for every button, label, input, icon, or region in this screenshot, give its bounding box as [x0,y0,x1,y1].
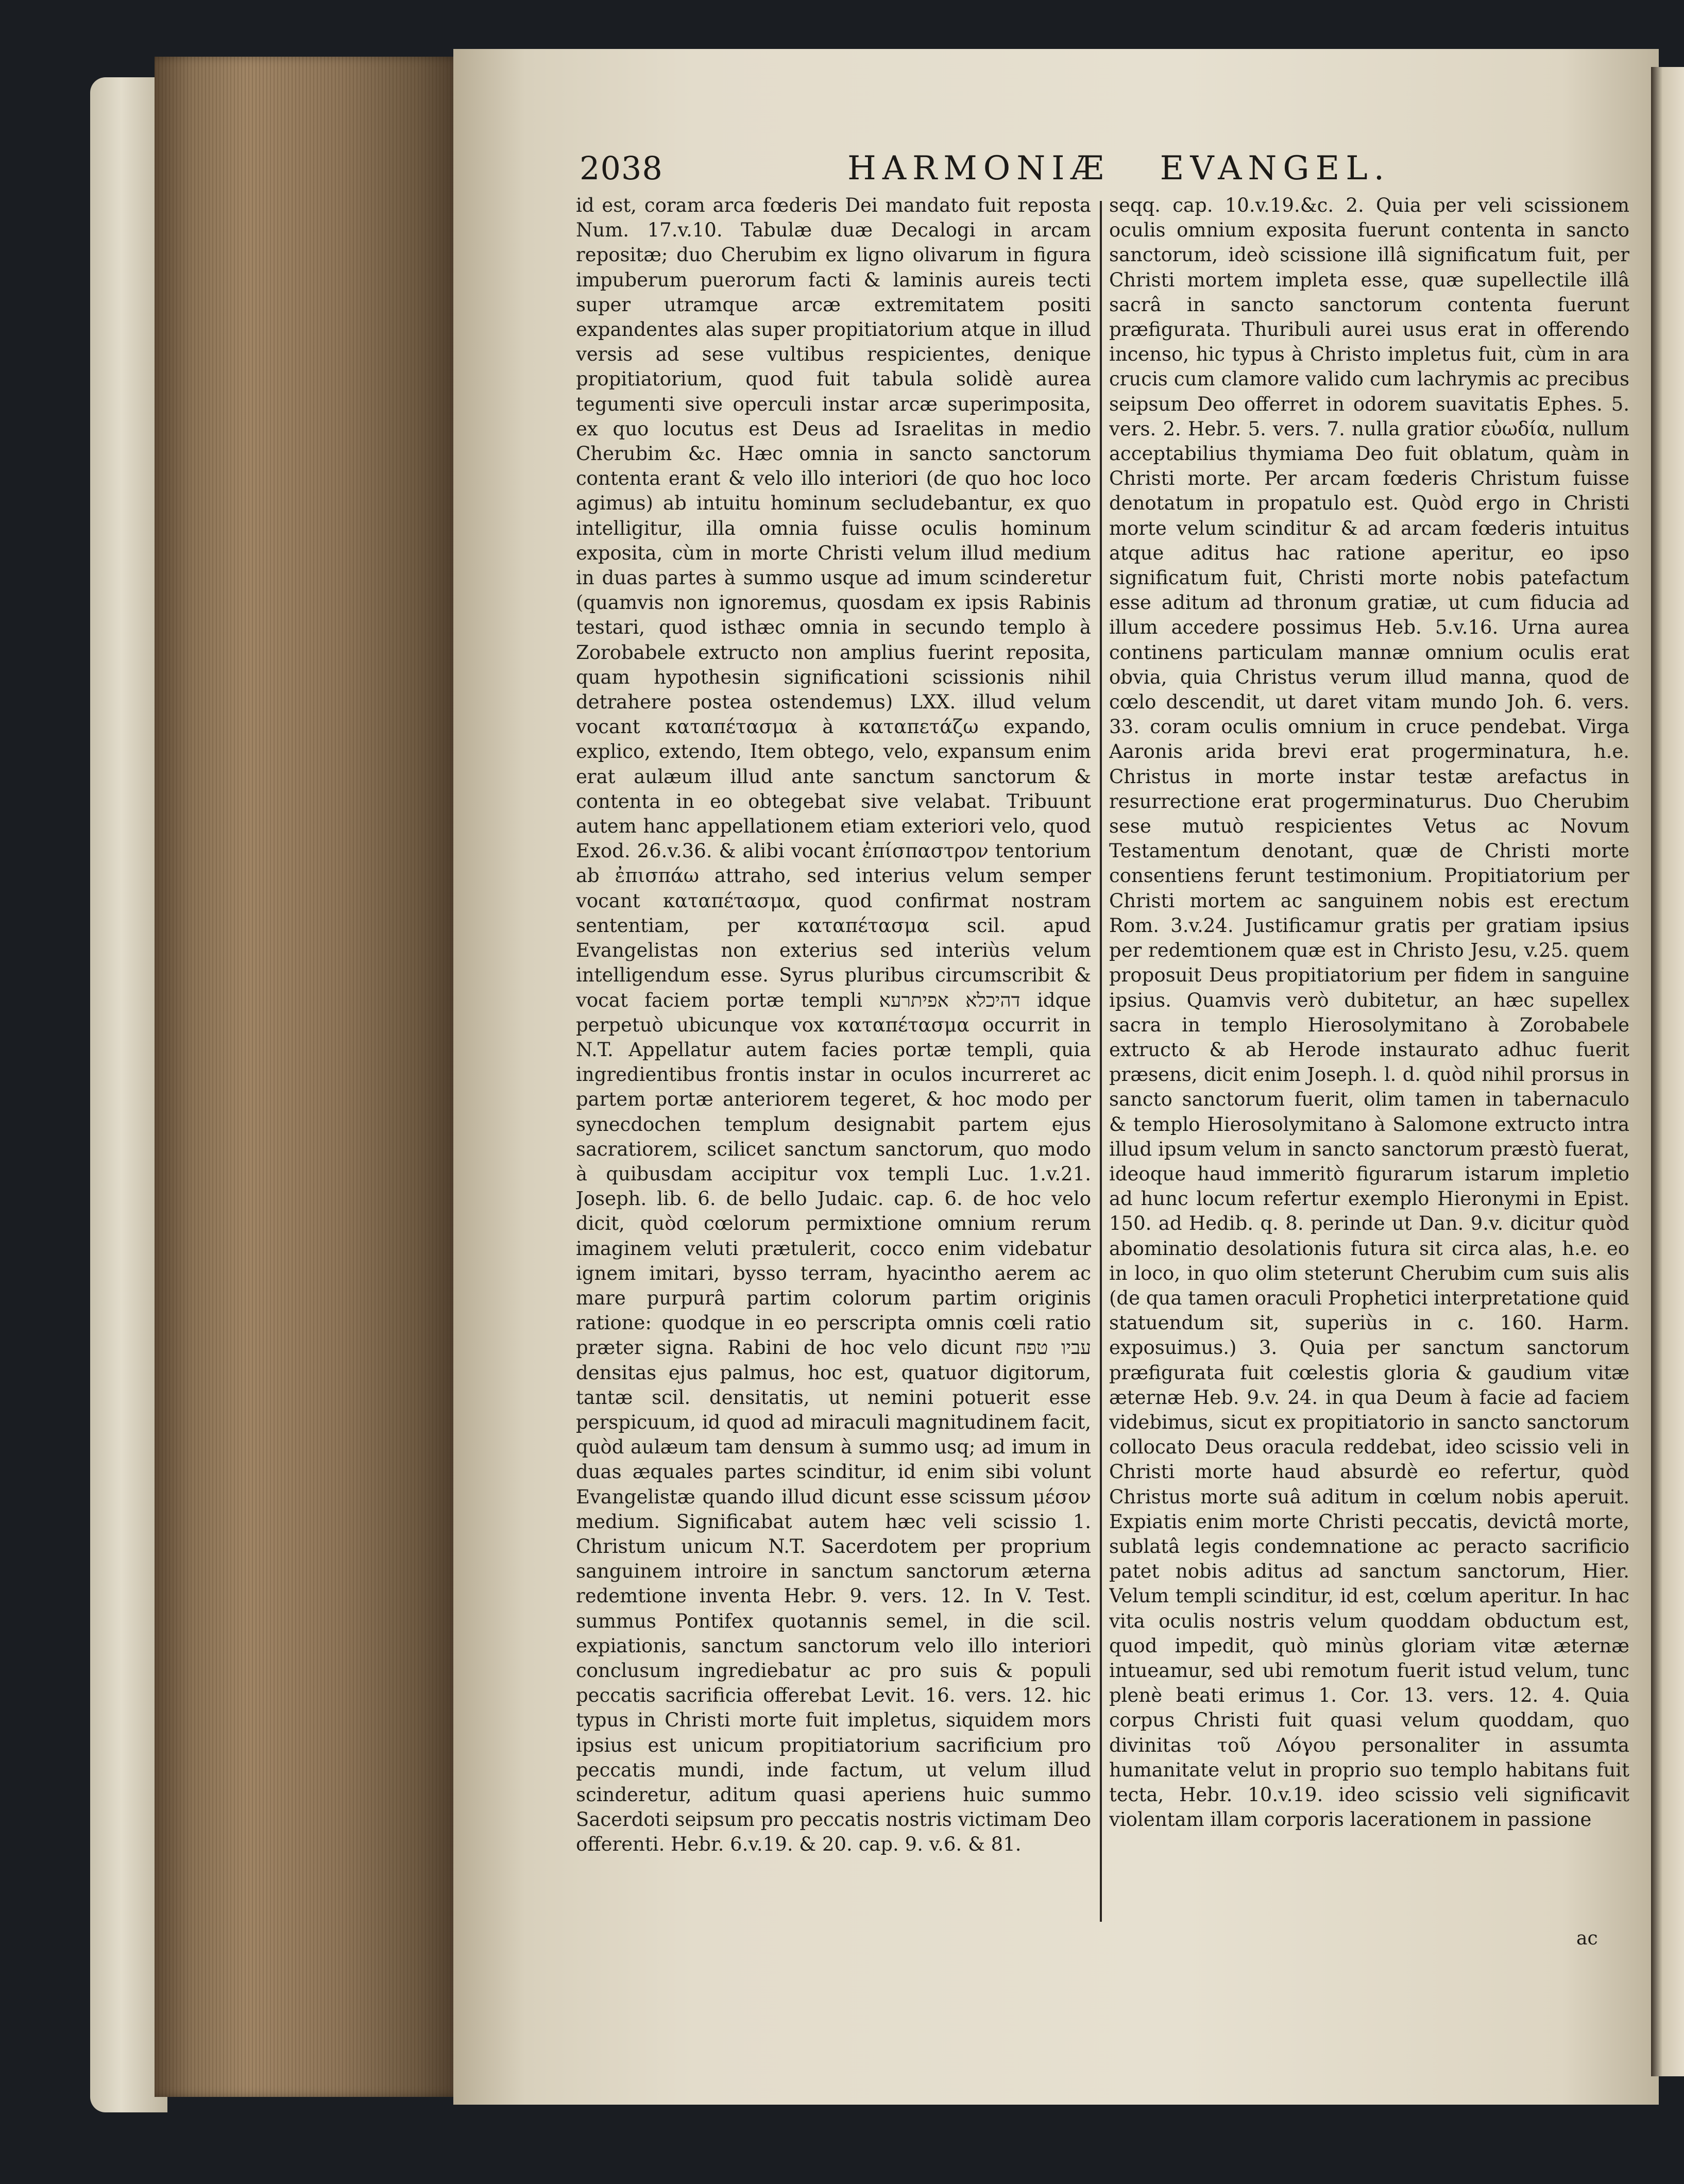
catchword: ac [1576,1928,1598,1949]
text-column-left: id est, coram arca fœderis Dei mandato fuit reposta Num. 17.v.10. Tabulæ duæ Decalogi in arcam repositæ; duo Cherubim ex ligno olivarum in figura impuberum puerorum facti & laminis aureis tecti super utramque arcæ extremitatem positi expandentes alas super propitiatorium atque in illud versis ad sese vultibus respicientes, denique propitiatorium, quod fuit tabula solidè aurea tegumenti sive operculi instar arcæ superimposita, ex quo locutus est Deus ad Israelitas in medio Cherubim &c. Hæc omnia in sancto sanctorum contenta erant & velo illo interiori (de quo hoc loco agimus) ab intuitu hominum secludebantur, ex quo intelligitur, illa omnia fuisse oculis hominum exposita, cùm in morte Christi velum illud medium in duas partes à summo usque ad imum scinderetur (quamvis non ignoremus, quosdam ex ipsis Rabinis testari, quod isthæc omnia in secundo templo à Zorobabele extructo non amplius fuerint reposita, quam hypothesin significationi scissionis nihil detrahere postea ostendemus) LXX. illud velum vocant καταπέτασμα à καταπετάζω expando, explico, extendo, Item obtego, velo, expansum enim erat aulæum illud ante sanctum sanctorum & contenta in eo obtegebat sive velabat. Tribuunt autem hanc appellationem etiam exteriori velo, quod Exod. 26.v.36. & alibi vocant ἐπίσπαστρον tentorium ab ἐπισπάω attraho, sed interius velum semper vocant καταπέτασμα, quod confirmat nostram sententiam, per καταπέτασμα scil. apud Evangelistas non exterius sed interiùs velum intelligendum esse. Syrus pluribus circumscribit & vocat faciem portæ templi דהיכלא אפיתרעא idque perpetuò ubicunque vox καταπέτασμα occurrit in N.T. Appellatur autem facies portæ templi, quia ingredientibus frontis instar in oculos incurreret ac partem portæ anteriorem tegeret, & hoc modo per synecdochen templum designabit partem ejus sacratiorem, scilicet sanctum sanctorum, quo modo à quibusdam accipitur vox templi Luc. 1.v.21. Joseph. lib. 6. de bello Judaic. cap. 6. de hoc velo dicit, quòd cœlorum permixtione omnium rerum imaginem veluti prætulerit, cocco enim videbatur ignem imitari, bysso terram, hyacintho aerem ac mare purpurâ partim colorum partim originis ratione: quodque in eo perscripta omnis cœli ratio præter signa. Rabini de hoc velo dicunt עביו טפח densitas ejus palmus, hoc est, quatuor digitorum, tantæ scil. densitatis, ut nemini potuerit esse perspicuum, id quod ad miraculi magnitudinem facit, quòd aulæum tam densum à summo usq; ad imum in duas æquales partes scinditur, id enim sibi volunt Evangelistæ quando illud dicunt esse scissum μέσον medium. Significabat autem hæc veli scissio 1. Christum unicum N.T. Sacerdotem per proprium sanguinem introire in sanctum sanctorum æterna redemtione inventa Hebr. 9. vers. 12. In V. Test. summus Pontifex quotannis semel, in die scil. expiationis, sanctum sanctorum velo illo interiori conclusum ingrediebatur ac pro suis & populi peccatis sacrificia offerebat Levit. 16. vers. 12. hic typus in Christi morte fuit impletus, siquidem mors ipsius est unicum propitiatorium sacrificium pro peccatis mundi, inde factum, ut velum illud scinderetur, aditum quasi aperiens huic summo Sacerdoti seipsum pro peccatis nostris victimam Deo offerenti. Hebr. 6.v.19. & 20. cap. 9. v.6. & 81. [576,194,1091,1856]
text-column-right: seqq. cap. 10.v.19.&c. 2. Quia per veli scissionem oculis omnium exposita fuerunt contenta in sancto sanctorum, ideò scissione illâ significatum fuit, per Christi mortem impleta esse, quæ supellectile illâ sacrâ in sancto sanctorum contenta fuerunt præfigurata. Thuribuli aurei usus erat in offerendo incenso, hic typus à Christo impletus fuit, cùm in ara crucis cum clamore valido cum lachrymis ac precibus seipsum Deo offerret in odorem suavitatis Ephes. 5. vers. 2. Hebr. 5. vers. 7. nulla gratior εὐωδία, nullum acceptabilius thymiama Deo fuit oblatum, quàm in Christi morte. Per arcam fœderis Christum fuisse denotatum in propatulo est. Quòd ergo in Christi morte velum scinditur & ad arcam fœderis intuitus atque aditus hac ratione aperitur, eo ipso significatum fuit, Christi morte nobis patefactum esse aditum ad thronum gratiæ, ut cum fiducia ad illum accedere possimus Heb. 5.v.16. Urna aurea continens particulam mannæ omnium oculis erat obvia, quia Christus verum illud manna, quod de cœlo descendit, ut daret vitam mundo Joh. 6. vers. 33. coram oculis omnium in cruce pendebat. Virga Aaronis arida brevi erat progerminatura, h.e. Christus in morte instar testæ arefactus in resurrectione erat progerminaturus. Duo Cherubim sese mutuò respicientes Vetus ac Novum Testamentum denotant, quæ de Christi morte consentiens ferunt testimonium. Propitiatorium per Christi mortem ac sanguinem nobis est erectum Rom. 3.v.24. Justificamur gratis per gratiam ipsius per redemtionem quæ est in Christo Jesu, v.25. quem proposuit Deus propitiatorium per fidem in sanguine ipsius. Quamvis verò dubitetur, an hæc supellex sacra in templo Hierosolymitano à Zorobabele extructo & ab Herode instaurato adhuc fuerit præsens, dicit enim Joseph. l. d. quòd nihil prorsus in sancto sanctorum fuerit, olim tamen in tabernaculo & templo Hierosolymitano à Salomone extructo intra illud ipsum velum in sancto sanctorum præstò fuerat, ideoque haud immeritò figurarum istarum impletio ad hunc locum refertur exemplo Hieronymi in Epist. 150. ad Hedib. q. 8. perinde ut Dan. 9.v. dicitur quòd abominatio desolationis futura sit circa alas, h.e. eo in loco, in quo olim steterunt Cherubim cum suis alis (de qua tamen oraculi Prophetici interpretatione quid statuendum sit, superiùs in c. 160. Harm. exposuimus.) 3. Quia per sanctum sanctorum præfigurata fuit cœlestis gloria & gaudium vitæ æternæ Heb. 9.v. 24. in qua Deum à facie ad faciem videbimus, sicut ex propitiatorio in sancto sanctorum collocato Deus oracula reddebat, ideo scissio veli in Christi morte haud absurdè eo refertur, quòd Christus morte suâ aditum in cœlum nobis aperuit. Expiatis enim morte Christi peccatis, devictâ morte, sublatâ legis condemnatione ac peracto sacrificio patet nobis aditus ad sanctum sanctorum, Hier. Velum templi scinditur, id est, cœlum aperitur. In hac vita oculis nostris velum quoddam obductum est, quod impedit, quò minùs gloriam vitæ æternæ intueamur, sed ubi remotum fuerit istud velum, tunc plenè beati erimus 1. Cor. 13. vers. 12. 4. Quia corpus Christi fuit quasi velum quoddam, quo divinitas τοῦ Λόγου personaliter in assumta humanitate velut in proprio suo templo habitans fuit tecta, Hebr. 10.v.19. ideo scissio veli significavit violentam illam corporis lacerationem in passione [1109,194,1629,1831]
page-block-edges [155,57,464,2097]
running-title: HARMONIÆ EVANGEL. [847,149,1391,188]
page-number: 2038 [580,149,663,187]
facing-page-edge [1651,67,1684,2076]
page-header [580,149,1391,191]
column-rule [1100,201,1102,1922]
